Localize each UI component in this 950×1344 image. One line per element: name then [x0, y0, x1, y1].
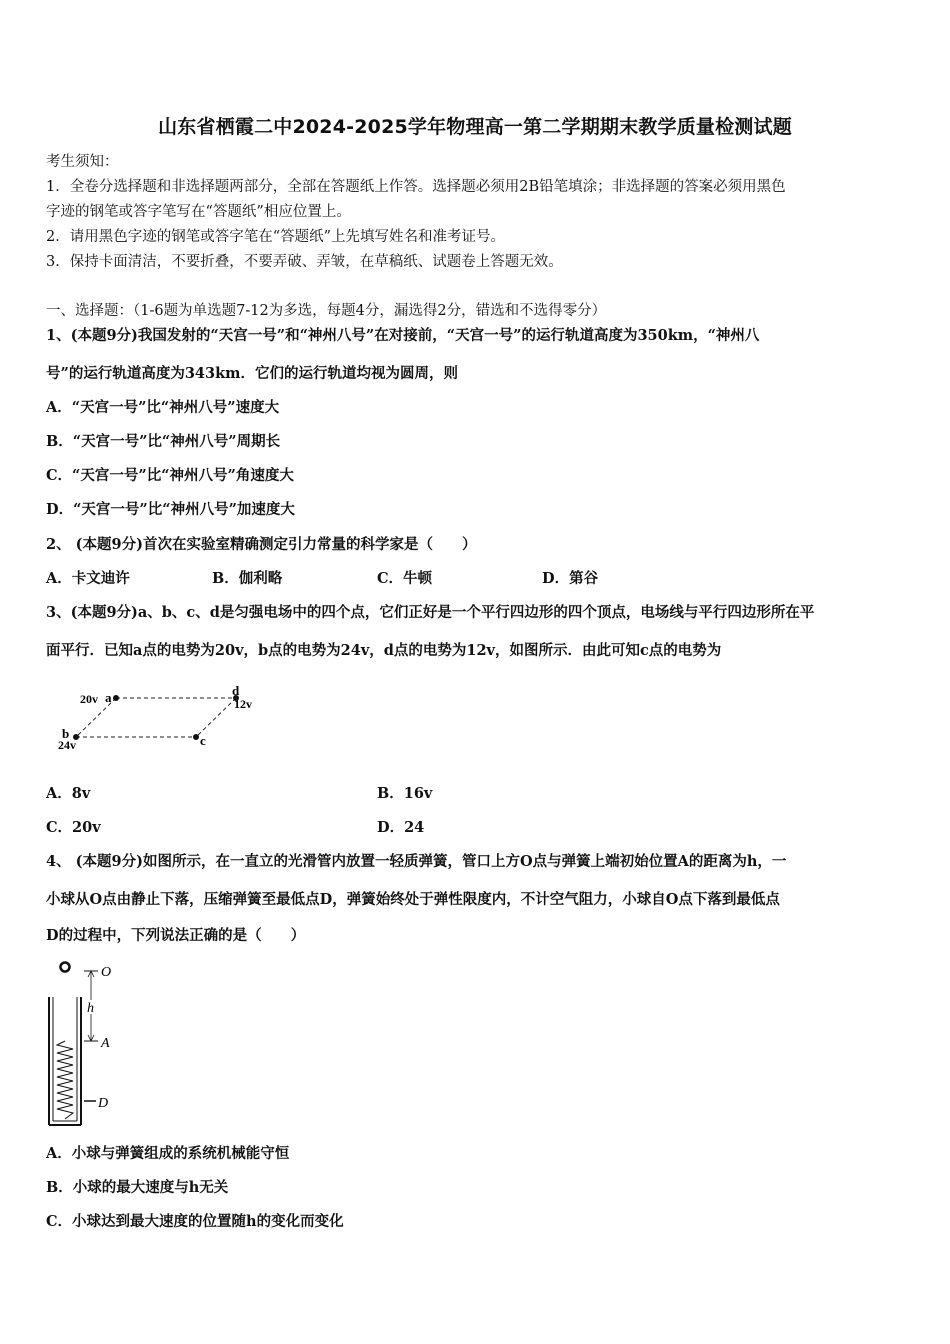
- notice-header: 考生须知：: [46, 154, 119, 170]
- q4-option-a: A．小球与弹簧组成的系统机械能守恒: [46, 1145, 290, 1162]
- label-c: c: [200, 733, 206, 748]
- edge-dc: [196, 698, 236, 737]
- q1-option-c: C．“天宫一号”比“神州八号”角速度大: [46, 467, 294, 484]
- q1-option-d: D．“天宫一号”比“神州八号”加速度大: [46, 501, 295, 518]
- q3-stem-line-1: 3、(本题9分)a、b、c、d是匀强电场中的四个点，它们正好是一个平行四边形的四个顶点，电场线与平行四边形所在平: [46, 604, 815, 621]
- label-d: d: [232, 683, 240, 698]
- parallelogram-figure: [50, 680, 270, 755]
- label-a-value: 20v: [80, 692, 98, 706]
- page-title: 山东省栖霞二中2024-2025学年物理高一第二学期期末教学质量检测试题: [158, 116, 792, 138]
- label-b-value: 24v: [58, 738, 76, 752]
- q4-option-b: B．小球的最大速度与h无关: [46, 1179, 229, 1196]
- q3-option-a: A．8v: [46, 785, 91, 802]
- q3-stem-line-2: 面平行．已知a点的电势为20v，b点的电势为24v，d点的电势为12v，如图所示．由此可知c点的电势为: [46, 642, 722, 659]
- q2-option-d: D．第谷: [542, 570, 599, 587]
- notice-item-1-line-1: 1．全卷分选择题和非选择题两部分，全部在答题纸上作答。选择题必须用2B铅笔填涂；非选择题的答案必须用黑色: [46, 179, 786, 195]
- label-h: h: [87, 1001, 94, 1016]
- q3-option-b: B．16v: [377, 785, 433, 802]
- notice-item-2: 2．请用黑色字迹的钢笔或答字笔在“答题纸”上先填写姓名和准考证号。: [46, 229, 506, 245]
- label-o: O: [101, 965, 112, 980]
- label-d: D: [98, 1096, 109, 1111]
- q1-option-b: B．“天宫一号”比“神州八号”周期长: [46, 433, 281, 450]
- q4-stem-line-3: D的过程中，下列说法正确的是（ ）: [46, 927, 306, 944]
- q2-option-a: A．卡文迪许: [46, 570, 130, 587]
- point-a: [113, 695, 119, 701]
- notice-item-3: 3．保持卡面清洁，不要折叠，不要弄破、弄皱，在草稿纸、试题卷上答题无效。: [46, 254, 563, 270]
- q2-stem: 2、 (本题9分)首次在实验室精确测定引力常量的科学家是（ ）: [46, 536, 477, 553]
- q1-option-a: A．“天宫一号”比“神州八号”速度大: [46, 399, 280, 416]
- spring-tube-figure: [44, 955, 134, 1130]
- ball: [61, 963, 70, 972]
- q4-option-c: C．小球达到最大速度的位置随h的变化而变化: [46, 1213, 344, 1230]
- q3-option-c: C．20v: [46, 819, 101, 836]
- point-c: [193, 734, 199, 740]
- q1-stem-line-2: 号”的运行轨道高度为343km．它们的运行轨道均视为圆周，则: [46, 365, 458, 382]
- section-heading: 一、选择题：（1-6题为单选题7-12为多选，每题4分，漏选得2分，错选和不选得零分）: [46, 303, 607, 319]
- q2-option-b: B．伽利略: [212, 570, 283, 587]
- label-b: b: [62, 726, 70, 741]
- notice-item-1-line-2: 字迹的钢笔或答字笔写在“答题纸”相应位置上。: [46, 204, 351, 220]
- q2-option-c: C．牛顿: [377, 570, 433, 587]
- q4-stem-line-2: 小球从O点由静止下落，压缩弹簧至最低点D，弹簧始终处于弹性限度内，不计空气阻力，小球自O点下落到最低点: [46, 891, 780, 908]
- label-a: a: [105, 690, 112, 705]
- q4-stem-line-1: 4、 (本题9分)如图所示，在一直立的光滑管内放置一轻质弹簧，管口上方O点与弹簧上端初始位置A的距离为h，一: [46, 853, 787, 870]
- q1-stem-line-1: 1、(本题9分)我国发射的“天宫一号”和“神州八号”在对接前，“天宫一号”的运行轨道高度为350km，“神州八: [46, 327, 760, 344]
- q3-option-d: D．24: [377, 819, 425, 836]
- label-d-value: 12v: [234, 697, 252, 711]
- spring: [57, 1041, 73, 1119]
- label-a: A: [101, 1036, 110, 1051]
